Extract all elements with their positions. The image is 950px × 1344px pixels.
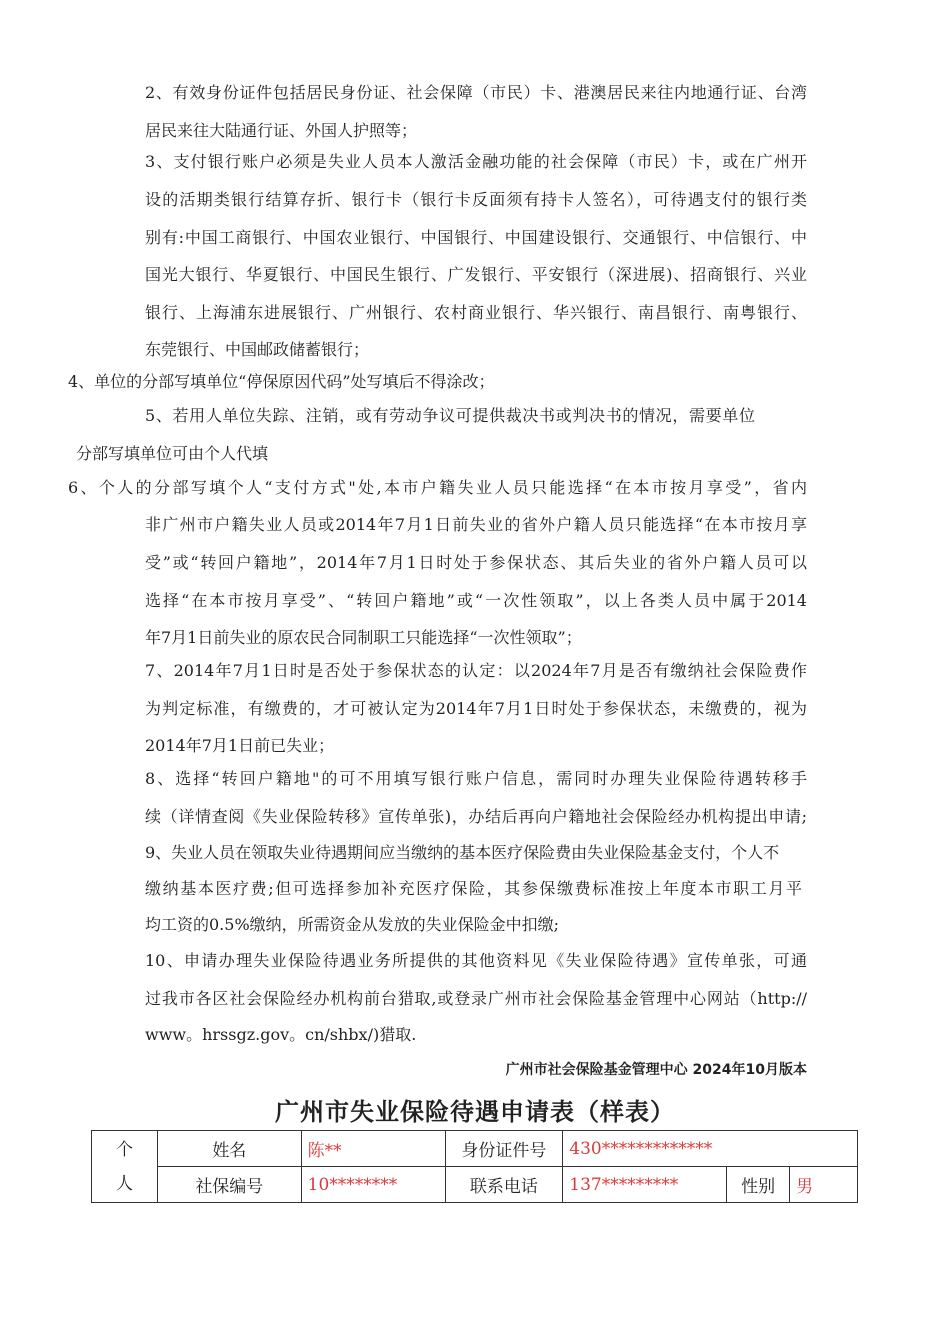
name-label: 姓名	[157, 1131, 301, 1167]
note-line: 8、选择“转回户籍地"的可不用填写银行账户信息，需同时办理失业保险待遇转移手	[145, 769, 807, 788]
note-line: 4、单位的分部写填单位“停保原因代码”处写填后不得涂改；	[68, 372, 495, 391]
version-line: 广州市社会保险基金管理中心 2024年10月版本	[505, 1062, 807, 1078]
note-line: 2、有效身份证件包括居民身份证、社会保障（市民）卡、港澳居民来往内地通行证、台湾	[145, 83, 807, 102]
section-label: 个人	[92, 1131, 158, 1203]
note-line: 别有:中国工商银行、中国农业银行、中国银行、中国建设银行、交通银行、中信银行、中	[145, 228, 807, 247]
note-line: 年7月1日前失业的原农民合同制职工只能选择“一次性领取”；	[145, 628, 582, 647]
note-line: 银行、上海浦东进展银行、广州银行、农村商业银行、华兴银行、南昌银行、南粤银行、	[145, 303, 807, 322]
form-title: 广州市失业保险待遇申请表（样表）	[275, 1098, 675, 1126]
note-line: 国光大银行、华夏银行、中国民生银行、广发银行、平安银行（深进展)、招商银行、兴业	[145, 265, 807, 284]
note-line: 均工资的0.5%缴纳，所需资金从发放的失业保险金中扣缴;	[145, 915, 560, 934]
note-line: 6、个人的分部写填个人“支付方式"处,本市户籍失业人员只能选择“在本市按月享受”，省内	[68, 478, 807, 497]
note-line: 分部写填单位可由个人代填	[76, 444, 269, 463]
note-line: 9、失业人员在领取失业待遇期间应当缴纳的基本医疗保险费由失业保险基金支付，个人不	[145, 843, 780, 862]
application-form-table	[91, 1130, 858, 1203]
note-line: 缴纳基本医疗费;但可选择参加补充医疗保险，其参保缴费标准按上年度本市职工月平	[145, 879, 802, 898]
gender-label: 性别	[727, 1167, 790, 1203]
note-line: 10、申请办理失业保险待遇业务所提供的其他资料见《失业保险待遇》宣传单张，可通	[145, 951, 807, 970]
social-security-value: 10********	[301, 1167, 445, 1203]
note-line: 东莞银行、中国邮政储蓄银行；	[145, 340, 370, 359]
note-line: 2014年7月1日前已失业；	[145, 736, 335, 755]
note-line: 选择“在本市按月享受”、“转回户籍地”或“一次性领取”，以上各类人员中属于2014	[145, 591, 807, 610]
note-line: 5、若用人单位失踪、注销，或有劳动争议可提供裁决书或判决书的情况，需要单位	[145, 406, 755, 425]
note-line: 3、支付银行账户必须是失业人员本人激活金融功能的社会保障（市民）卡，或在广州开	[145, 152, 807, 171]
phone-label: 联系电话	[445, 1167, 563, 1203]
id-value: 430*************	[563, 1131, 858, 1167]
note-line: 设的活期类银行结算存折、银行卡（银行卡反面须有持卡人签名），可待遇支付的银行类	[145, 190, 807, 209]
note-line: 7、2014年7月1日时是否处于参保状态的认定：以2024年7月是否有缴纳社会保险费作	[145, 661, 807, 680]
note-line: 为判定标准，有缴费的，才可被认定为2014年7月1日时处于参保状态，未缴费的，视为	[145, 699, 807, 718]
note-line: 过我市各区社会保险经办机构前台猎取,或登录广州市社会保险基金管理中心网站（http://	[145, 989, 807, 1008]
note-line: 非广州市户籍失业人员或2014年7月1日前失业的省外户籍人员只能选择“在本市按月享	[145, 515, 807, 534]
note-line: 续（详情查阅《失业保险转移》宣传单张)，办结后再向户籍地社会保险经办机构提出申请;	[145, 807, 807, 826]
id-label: 身份证件号	[445, 1131, 563, 1167]
social-security-label: 社保编号	[157, 1167, 301, 1203]
note-line: 受”或“转回户籍地”，2014年7月1日时处于参保状态、其后失业的省外户籍人员可以	[145, 553, 807, 572]
phone-value: 137*********	[563, 1167, 727, 1203]
note-line: www。hrssgz.gov。cn/shbx/)猎取.	[145, 1025, 417, 1044]
gender-value: 男	[790, 1167, 858, 1203]
name-value: 陈**	[301, 1131, 445, 1167]
note-line: 居民来往大陆通行证、外国人护照等；	[145, 121, 418, 140]
